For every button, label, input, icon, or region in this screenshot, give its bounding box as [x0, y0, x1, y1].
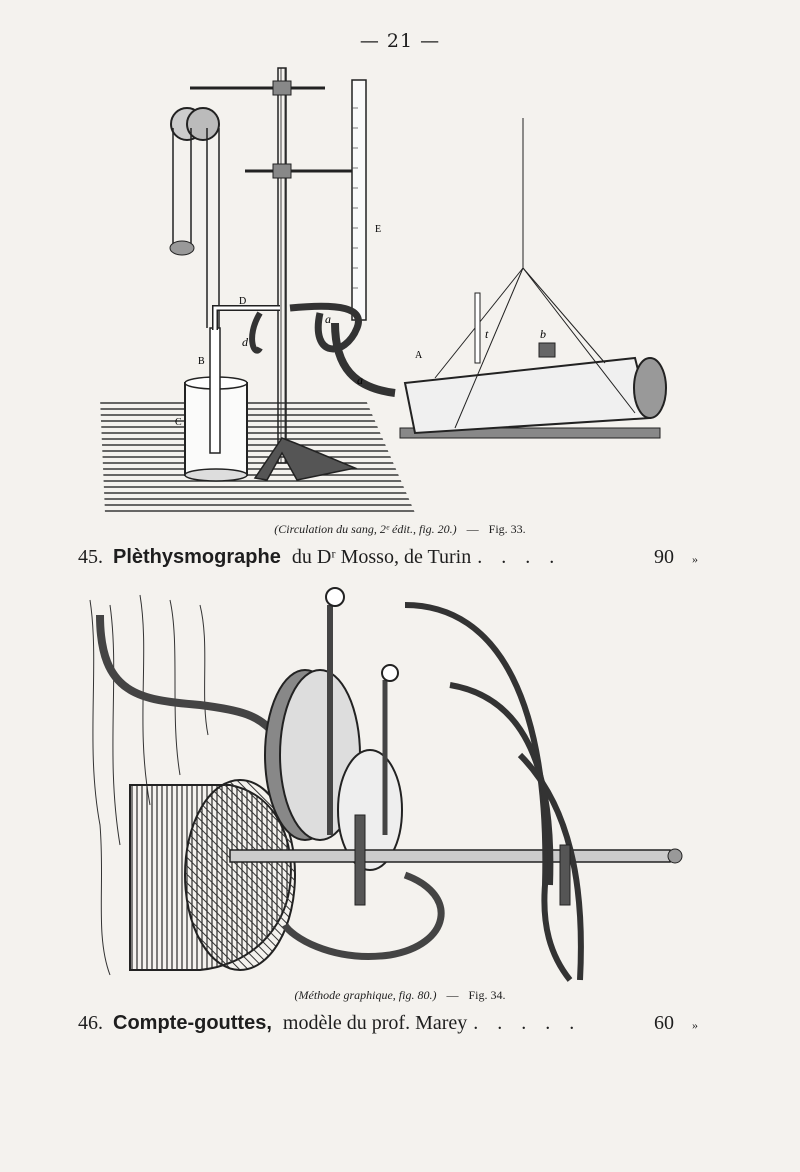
caption-source: (Méthode graphique, fig. 80.)	[294, 988, 437, 1002]
page-number: — 21 —	[359, 30, 441, 52]
entry-ditto-mark: »	[692, 1018, 698, 1032]
catalog-entry-46	[78, 1012, 698, 1035]
label-a2: a	[357, 373, 363, 387]
entry-price: 90	[654, 546, 674, 568]
stand-rod	[278, 68, 286, 463]
entry-number: 45.	[78, 546, 103, 568]
compte-gouttes-illustration	[80, 585, 710, 985]
caption-source: (Circulation du sang, 2ᵉ édit., fig. 20.)	[274, 522, 457, 536]
label-t: t	[485, 327, 489, 341]
entry-ditto-mark: »	[692, 552, 698, 566]
entry-title: Plèthysmographe	[113, 546, 281, 568]
entry-title: Compte-gouttes,	[113, 1012, 272, 1034]
entry-number: 46.	[78, 1012, 103, 1034]
label-lower-d: d	[242, 335, 248, 349]
label-c: C	[175, 417, 182, 428]
graduated-tube	[352, 80, 366, 320]
entry-leader-dots: . . . .	[477, 546, 562, 568]
entry-price: 60	[654, 1012, 674, 1034]
caption-fig-number: Fig. 33.	[488, 522, 526, 536]
table-surface	[100, 398, 415, 513]
figure-caption-33	[0, 522, 800, 537]
entry-description: modèle du prof. Marey	[277, 1012, 468, 1034]
label-e: E	[375, 224, 382, 235]
entry-description: du Dʳ Mosso, de Turin	[286, 546, 472, 568]
label-a1: a	[325, 312, 331, 326]
figure-compte-gouttes	[80, 585, 710, 985]
figure-caption-34	[0, 988, 800, 1003]
caption-dash: —	[446, 988, 459, 1002]
label-upper-b: B	[198, 356, 205, 367]
caption-dash: —	[466, 522, 479, 536]
entry-leader-dots: . . . . .	[473, 1012, 582, 1034]
label-a: A	[415, 350, 423, 361]
horizontal-rod	[230, 850, 670, 862]
label-d: D	[239, 296, 247, 307]
label-b: b	[540, 327, 546, 341]
figure-plethysmograph	[95, 58, 705, 518]
plethysmograph-illustration	[95, 58, 705, 518]
caption-fig-number: Fig. 34.	[468, 988, 506, 1002]
catalog-entry-45	[78, 546, 698, 569]
